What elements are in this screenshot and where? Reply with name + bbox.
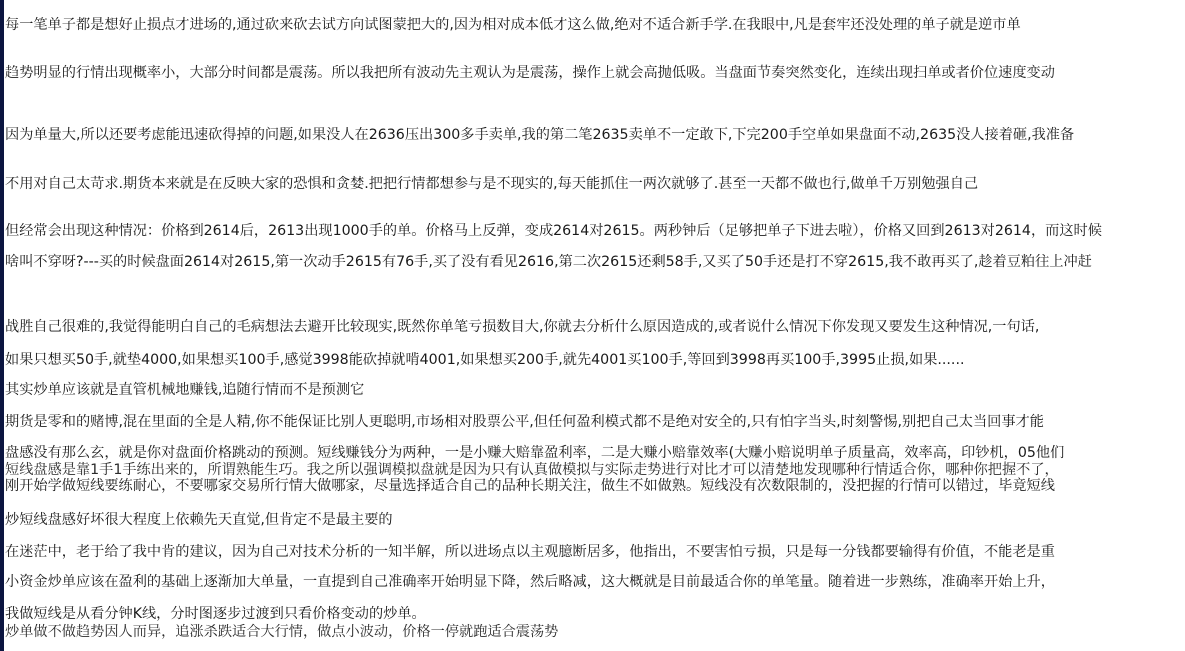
- text-line-13: 刚开始学做短线要练耐心，不要哪家交易所行情大做哪家，尽量选择适合自己的品种长期关注，做生不如做熟。短线没有次数限制的，没把握的行情可以错过，毕竟短线: [5, 478, 1055, 494]
- text-line-5: 但经常会出现这种情况：价格到2614后，2613出现1000手的单。价格马上反弹，变成2614对2615。两秒钟后（足够把单子下进去啦），价格又回到2613对2614，而这时候: [5, 223, 1102, 239]
- text-line-18: 炒单做不做趋势因人而异，追涨杀跌适合大行情，做点小波动，价格一停就跑适合震荡势: [5, 624, 559, 640]
- text-line-9: 其实炒单应该就是直管机械地赚钱,追随行情而不是预测它: [5, 382, 365, 398]
- text-line-4: 不用对自己太苛求.期货本来就是在反映大家的恐惧和贪婪.把把行情都想参与是不现实的,每天能抓住一两次就够了.甚至一天都不做也行,做单千万别勉强自己: [5, 176, 979, 192]
- text-line-12: 短线盘感是靠1手1手练出来的，所谓熟能生巧。我之所以强调模拟盘就是因为只有认真做模拟与实际走势进行对比才可以清楚地发现哪种行情适合你，哪种你把握不了，: [5, 462, 1059, 478]
- text-line-17: 我做短线是从看分钟K线，分时图逐步过渡到只看价格变动的炒单。: [5, 606, 426, 622]
- text-line-15: 在迷茫中，老于给了我中肯的建议，因为自己对技术分析的一知半解，所以进场点以主观臆断居多，他指出，不要害怕亏损，只是每一分钱都要输得有价值，不能老是重: [5, 544, 1055, 560]
- text-line-1: 每一笔单子都是想好止损点才进场的,通过砍来砍去试方向试图蒙把大的,因为相对成本低才这么做,绝对不适合新手学.在我眼中,凡是套牢还没处理的单子就是逆市单: [5, 17, 1021, 33]
- text-line-8: 如果只想买50手,就垫4000,如果想买100手,感觉3998能砍掉就啃4001,如果想买200手,就先4001买100手,等回到3998再买100手,3995止损,如果......: [5, 352, 965, 368]
- text-line-10: 期货是零和的赌博,混在里面的全是人精,你不能保证比别人更聪明,市场相对股票公平,但任何盈利模式都不是绝对安全的,只有怕字当头,时刻警惕,别把自己太当回事才能: [5, 414, 1044, 430]
- text-line-14: 炒短线盘感好坏很大程度上依赖先天直觉,但肯定不是最主要的: [5, 512, 393, 528]
- text-line-7: 战胜自己很难的,我觉得能明白自己的毛病想法去避开比较现实,既然你单笔亏损数目大,你就去分析什么原因造成的,或者说什么情况下你发现又要发生这种情况,一句话,: [5, 319, 1040, 335]
- text-line-16: 小资金炒单应该在盈利的基础上逐渐加大单量，一直提到自己准确率开始明显下降，然后略减，这大概就是目前最适合你的单笔量。随着进一步熟练，准确率开始上升，: [5, 574, 1055, 590]
- text-line-6: 啥叫不穿呀?---买的时候盘面2614对2615,第一次动手2615有76手,买了没有看见2616,第二次2615还剩58手,又买了50手还是打不穿2615,我不敢再买了,趁着豆粕往上冲赶: [5, 254, 1092, 270]
- text-line-2: 趋势明显的行情出现概率小，大部分时间都是震荡。所以我把所有波动先主观认为是震荡，操作上就会高抛低吸。当盘面节奏突然变化，连续出现扫单或者价位速度变动: [5, 65, 1055, 81]
- text-line-11: 盘感没有那么玄，就是你对盘面价格跳动的预测。短线赚钱分为两种，一是小赚大赔靠盈利率，二是大赚小赔靠效率(大赚小赔说明单子质量高，效率高，印钞机，05他们: [5, 445, 1065, 461]
- left-edge-bar: [0, 0, 4, 651]
- document-body: [5, 0, 1185, 651]
- text-line-3: 因为单量大,所以还要考虑能迅速砍得掉的问题,如果没人在2636压出300多手卖单,我的第二笔2635卖单不一定敢下,下完200手空单如果盘面不动,2635没人接着砸,我准备: [5, 127, 1075, 143]
